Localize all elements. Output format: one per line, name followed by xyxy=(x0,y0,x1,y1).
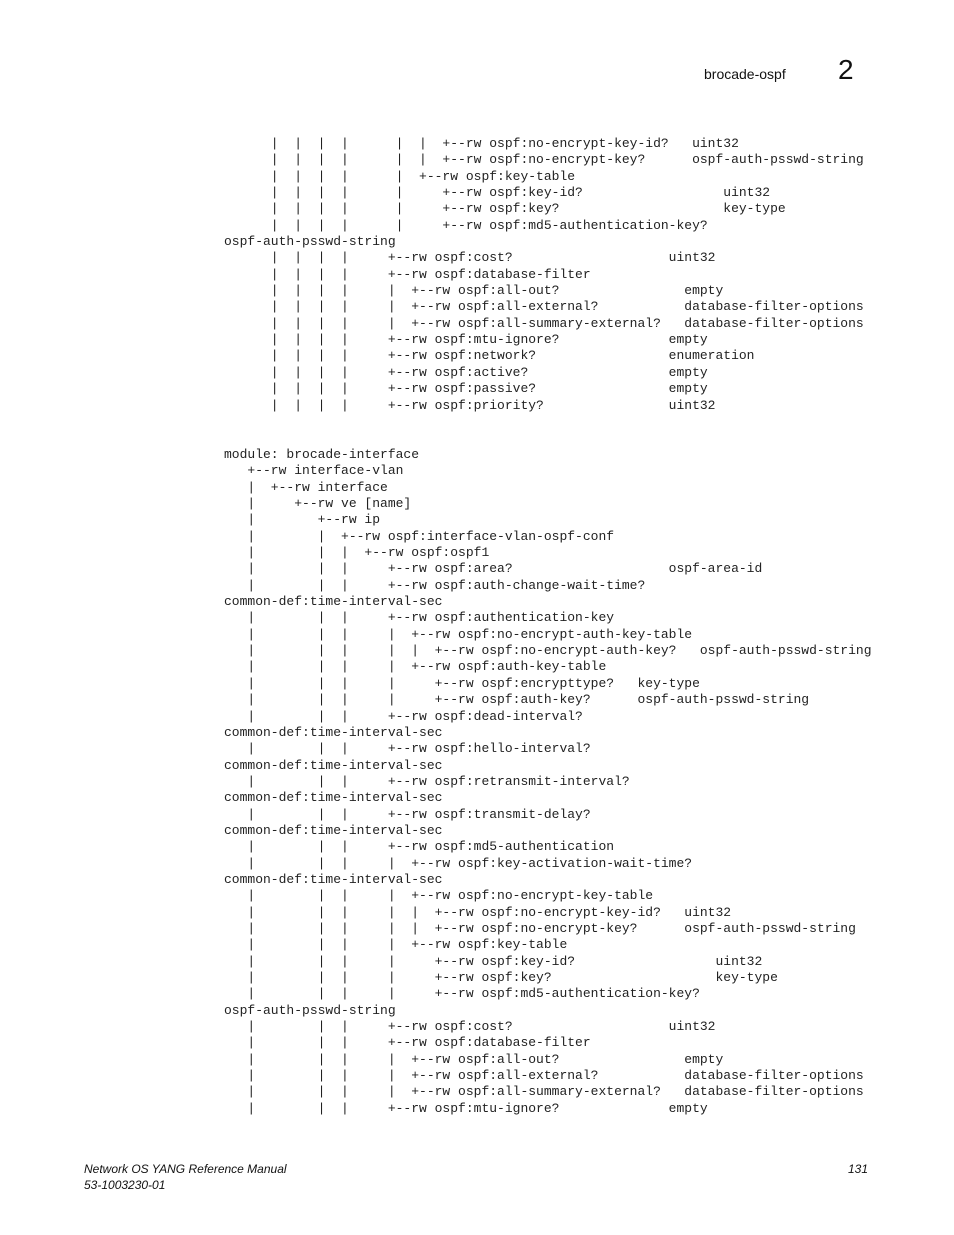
section-title: brocade-ospf xyxy=(704,66,786,82)
code-line: | | +--rw ospf:interface-vlan-ospf-conf xyxy=(224,528,615,544)
yang-tree-block-ospf xyxy=(224,136,864,414)
code-line: ospf-auth-psswd-string xyxy=(224,1002,396,1018)
code-line: | | | | +--rw ospf:key-activation-wait-time? xyxy=(224,855,693,871)
code-line: | | | | +--rw ospf:priority? uint32 xyxy=(224,397,716,413)
code-line: | | | | +--rw ospf:auth-key? ospf-auth-psswd-string xyxy=(224,692,810,708)
code-line: common-def:time-interval-sec xyxy=(224,822,443,838)
code-line: | | | | | +--rw ospf:all-external? database-filter-options xyxy=(224,299,864,315)
code-line: | +--rw ve [name] xyxy=(224,496,412,512)
code-line: | | | +--rw ospf:transmit-delay? xyxy=(224,806,591,822)
code-line: | | | | +--rw ospf:auth-key-table xyxy=(224,659,607,675)
code-line: | | | | | +--rw ospf:key-id? uint32 xyxy=(224,185,771,201)
code-line: | | | | +--rw ospf:database-filter xyxy=(224,266,591,282)
code-line: | | | +--rw ospf:cost? uint32 xyxy=(224,1019,716,1035)
code-line: | | | +--rw ospf:hello-interval? xyxy=(224,741,591,757)
code-line: | | | | +--rw ospf:passive? empty xyxy=(224,381,708,397)
chapter-number: 2 xyxy=(838,54,854,85)
page-number: 131 xyxy=(847,1162,868,1176)
code-line: common-def:time-interval-sec xyxy=(224,790,443,806)
code-line: | | | | +--rw ospf:key? key-type xyxy=(224,970,778,985)
code-line: | | | | +--rw ospf:key-table xyxy=(224,937,568,953)
code-line: common-def:time-interval-sec xyxy=(224,594,443,610)
code-line: module: brocade-interface xyxy=(224,447,420,462)
code-line: | | | +--rw ospf:retransmit-interval? xyxy=(224,773,630,789)
code-line: | | | | +--rw ospf:network? enumeration xyxy=(224,348,755,364)
code-line: | | | | | +--rw ospf:md5-authentication-key? xyxy=(224,217,708,233)
yang-tree-block-interface xyxy=(224,447,872,1117)
code-line: | | | | +--rw ospf:md5-authentication-key? xyxy=(224,986,700,1002)
code-line: | | | | +--rw ospf:all-summary-external? database-filter-options xyxy=(224,1084,864,1100)
code-line: ospf-auth-psswd-string xyxy=(224,234,396,250)
code-line: | | | | +--rw ospf:no-encrypt-key-table xyxy=(224,888,654,904)
manual-title: Network OS YANG Reference Manual xyxy=(84,1162,287,1176)
code-line: | | | | | +--rw ospf:key? key-type xyxy=(224,201,786,217)
code-line: common-def:time-interval-sec xyxy=(224,757,443,773)
code-line: | | | | +--rw ospf:all-external? database-filter-options xyxy=(224,1068,864,1084)
code-line: | | | | +--rw ospf:all-out? empty xyxy=(224,1051,724,1067)
code-line: | | | | +--rw ospf:active? empty xyxy=(224,364,708,380)
code-line: | +--rw interface xyxy=(224,479,388,495)
code-line: | | | | | +--rw ospf:all-out? empty xyxy=(224,283,724,299)
document-number: 53-1003230-01 xyxy=(84,1178,166,1192)
code-line: | | | +--rw ospf:ospf1 xyxy=(224,545,490,561)
code-line: | | | | | | +--rw ospf:no-encrypt-key-id? uint32 xyxy=(224,136,739,151)
code-line: | | | +--rw ospf:authentication-key xyxy=(224,610,615,626)
code-line: | | | | | +--rw ospf:no-encrypt-key? ospf-auth-psswd-string xyxy=(224,920,856,936)
code-line: | | | | +--rw ospf:no-encrypt-auth-key-table xyxy=(224,626,693,642)
code-line: | | | | | +--rw ospf:no-encrypt-key-id? uint32 xyxy=(224,904,732,920)
code-line: | | | | | | +--rw ospf:no-encrypt-key? ospf-auth-psswd-string xyxy=(224,152,864,168)
code-line: | +--rw ip xyxy=(224,512,381,528)
code-line: common-def:time-interval-sec xyxy=(224,871,443,887)
code-line: | | | | | +--rw ospf:key-table xyxy=(224,168,576,184)
code-line: | | | | +--rw ospf:key-id? uint32 xyxy=(224,953,763,969)
code-line: | | | | +--rw ospf:cost? uint32 xyxy=(224,250,716,266)
code-line: | | | | +--rw ospf:encrypttype? key-type xyxy=(224,675,700,691)
code-line: common-def:time-interval-sec xyxy=(224,724,443,740)
code-line: | | | +--rw ospf:md5-authentication xyxy=(224,839,615,855)
code-line: | | | | | +--rw ospf:all-summary-external? database-filter-options xyxy=(224,315,864,331)
code-line: | | | | | +--rw ospf:no-encrypt-auth-key? ospf-auth-psswd-string xyxy=(224,643,872,659)
code-line: | | | +--rw ospf:dead-interval? xyxy=(224,708,583,724)
code-line: +--rw interface-vlan xyxy=(224,463,404,479)
code-line: | | | +--rw ospf:area? ospf-area-id xyxy=(224,561,763,577)
code-line: | | | | +--rw ospf:mtu-ignore? empty xyxy=(224,332,708,348)
code-line: | | | +--rw ospf:database-filter xyxy=(224,1035,591,1051)
code-line: | | | +--rw ospf:mtu-ignore? empty xyxy=(224,1100,708,1116)
code-line: | | | +--rw ospf:auth-change-wait-time? xyxy=(224,577,646,593)
